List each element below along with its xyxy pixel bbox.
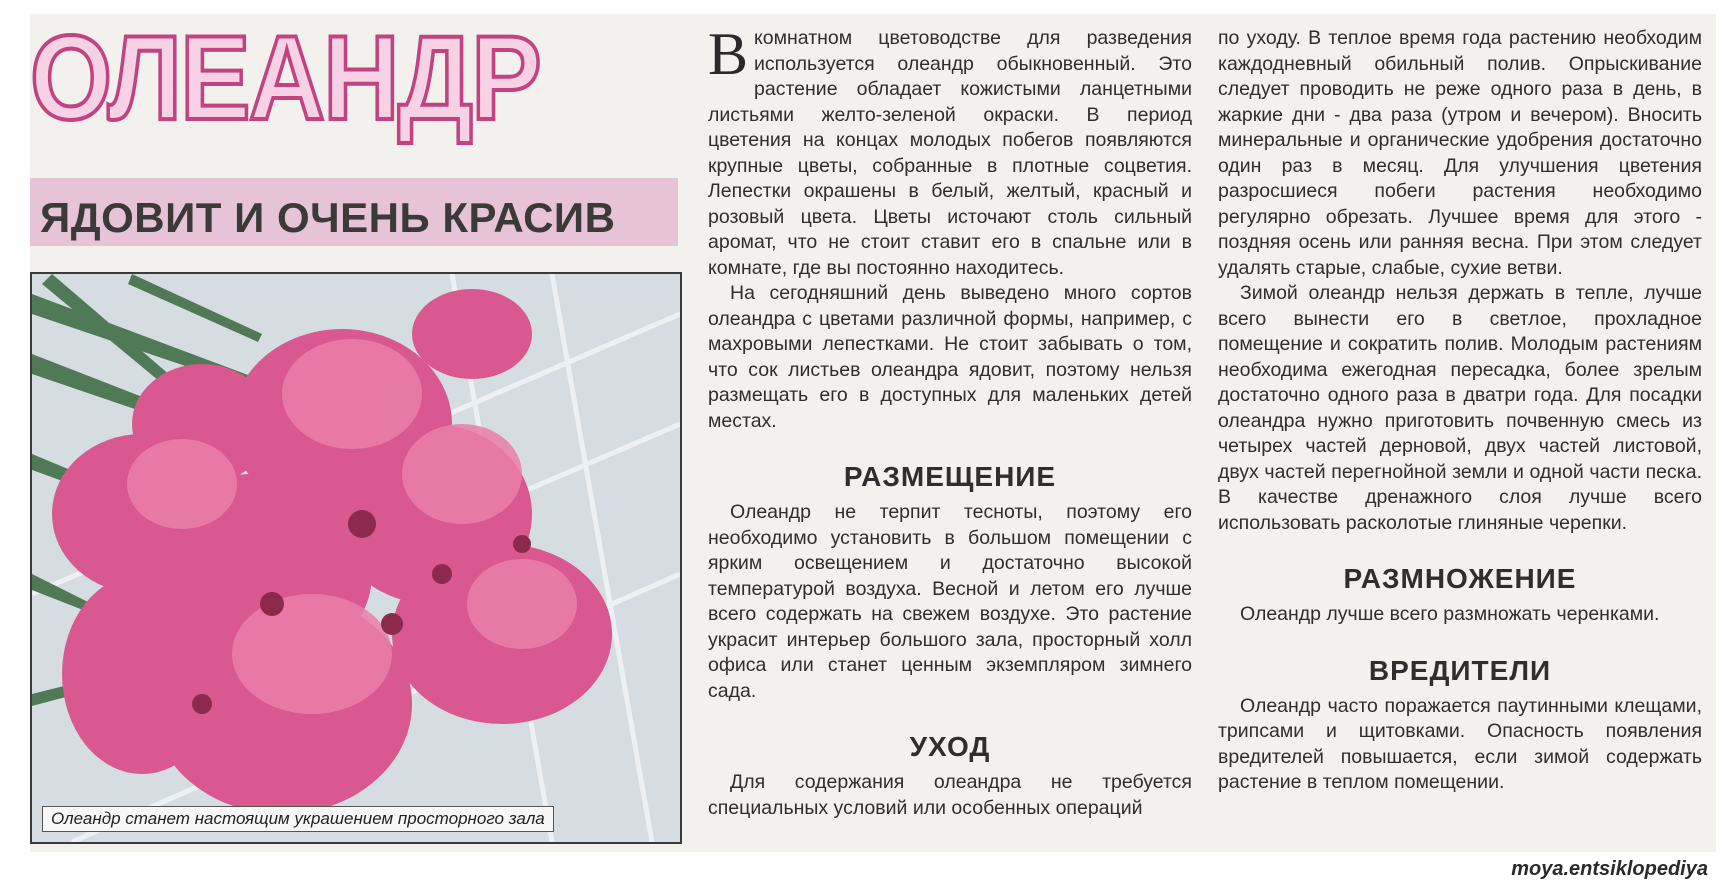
care-heading: УХОД bbox=[909, 731, 991, 762]
care-paragraph: Для содержания олеандра не требуется специальных условий или особенных операций bbox=[708, 771, 1192, 819]
care-continued-paragraph: по уходу. В теплое время года растению необходим каждодневный обильный полив. Опрыскивание следует проводить не реже одного раза в день, в жаркие дни - два раза (утром и вечером). Вносить минеральные и органические удобрения достаточно один раз в месяц. Для улучшения цветения разросшиеся побеги растения необходимо регулярно обрезать. Лучшее время для этого - поздняя осень или ранняя весна. При этом следует удалять старые, слабые, сухие ветви. bbox=[1218, 27, 1702, 279]
photo-caption: Олеандр станет настоящим украшением просторного зала bbox=[42, 806, 554, 832]
propagation-heading: РАЗМНОЖЕНИЕ bbox=[1343, 563, 1577, 594]
oleander-photo bbox=[30, 272, 682, 844]
article-subtitle: ЯДОВИТ И ОЧЕНЬ КРАСИВ bbox=[40, 194, 616, 241]
pests-paragraph: Олеандр часто поражается паутинными клещами, трипсами и щитовками. Опасность появления вредителей повышается, если зимой содержать растение в теплом помещении. bbox=[1218, 694, 1702, 793]
placement-paragraph: Олеандр не терпит тесноты, поэтому его необходимо установить в большом помещении с ярким освещением и достаточно высокой температурой воздуха. Весной и летом его лучше всего содержать на свежем воздухе. Это растение украсит интерьер большого зала, просторный холл офиса или станет ценным экземпляром зимнего сада. bbox=[708, 501, 1192, 702]
intro-paragraph bbox=[708, 21, 1192, 281]
oleander-flower-photo-icon bbox=[32, 274, 680, 842]
source-watermark: moya.entsiklopediya bbox=[1511, 858, 1708, 880]
pests-heading: ВРЕДИТЕЛИ bbox=[1368, 654, 1552, 686]
placement-heading: РАЗМЕЩЕНИЕ bbox=[843, 461, 1057, 492]
dropcap: В bbox=[708, 21, 749, 87]
text-column-2 bbox=[1218, 26, 1702, 796]
winter-paragraph: Зимой олеандр нельзя держать в тепле, лучше всего вынести его в светлое, прохладное помещение и сократить полив. Молодым растениям необходима ежегодная пересадка, более зрелым достаточно одного раза в дватри года. Для посадки олеандра нужно приготовить почвенную смесь из четырех частей дерновой, двух частей листовой, двух частей перегнойной земли и одной части песка. В качестве дренажного слоя лучше всего использовать расколотые глиняные черепки. bbox=[1218, 282, 1702, 534]
varieties-paragraph: На сегодняшний день выведено много сортов олеандра с цветами различной формы, например, с махровыми лепестками. Не стоит забывать о том, что сок листьев олеандра ядовит, поэтому нельзя размещать его в доступных для маленьких детей местах. bbox=[708, 282, 1192, 432]
intro-text: комнатном цветоводстве для разведения используется олеандр обыкновенный. Это растение обладает кожистыми ланцетными листьями желто-зеленой окраски. В период цветения на концах молодых побегов появляются крупные цветы, собранные в плотные соцветия. Лепестки окрашены в белый, желтый, красный и розовый цвета. Цветы источают столь сильный аромат, что не стоит ставит его в спальне или в комнате, где вы постоянно находитесь. bbox=[708, 27, 1192, 279]
propagation-paragraph: Олеандр лучше всего размножать черенками. bbox=[1240, 603, 1660, 625]
text-column-1 bbox=[708, 21, 1192, 821]
article-title: ОЛЕАНДР bbox=[30, 11, 540, 145]
